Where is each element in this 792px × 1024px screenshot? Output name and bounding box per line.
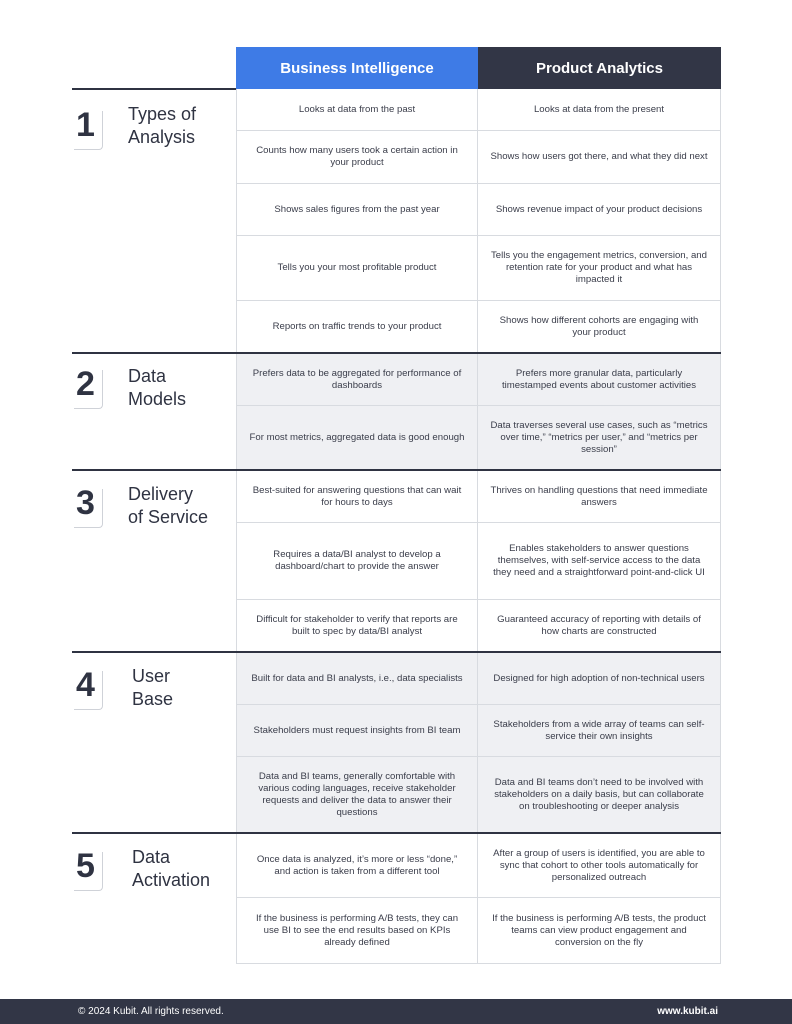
- section-title-line: Activation: [132, 870, 211, 890]
- bi-cell: If the business is performing A/B tests, they can use BI to see the end results based on KPIs already defined: [236, 898, 478, 964]
- section-title: [132, 665, 173, 711]
- pa-cell: Stakeholders from a wide array of teams can self-service their own insights: [478, 705, 721, 757]
- section-title: [132, 846, 210, 892]
- section-delivery-of-service: [72, 469, 721, 652]
- section-title-line: Data: [128, 366, 167, 386]
- section-user-base: [72, 651, 721, 833]
- section-data-activation: [72, 832, 721, 965]
- pa-cell: Shows how different cohorts are engaging with your product: [478, 301, 721, 353]
- table-row: [236, 523, 721, 600]
- section-number: 4: [76, 666, 95, 704]
- pa-cell: Data and BI teams don’t need to be involved with stakeholders on a daily basis, but can collaborate on troubleshooting or deeper analysis: [478, 757, 721, 833]
- table-row: [236, 301, 721, 353]
- table-row: [236, 898, 721, 964]
- bi-cell: Counts how many users took a certain action in your product: [236, 131, 478, 184]
- table-row: [236, 757, 721, 833]
- table-row: [236, 653, 721, 705]
- section-title-line: Analysis: [128, 127, 196, 147]
- pa-cell: Designed for high adoption of non-technical users: [478, 653, 721, 705]
- bi-cell: Once data is analyzed, it’s more or less “done,” and action is taken from a different tool: [236, 834, 478, 898]
- section-title-line: Types of: [128, 104, 197, 124]
- bi-cell: Shows sales figures from the past year: [236, 184, 478, 236]
- section-number: 2: [76, 365, 95, 403]
- section-number: 3: [76, 484, 95, 522]
- section-title: [128, 365, 186, 411]
- pa-cell: Thrives on handling questions that need immediate answers: [478, 471, 721, 523]
- table-row: [236, 471, 721, 523]
- pa-cell: Shows revenue impact of your product decisions: [478, 184, 721, 236]
- table-row: [236, 131, 721, 184]
- pa-cell: After a group of users is identified, you are able to sync that cohort to other tools automatically for personalized outreach: [478, 834, 721, 898]
- section-title-line: User: [132, 666, 171, 686]
- bi-cell: For most metrics, aggregated data is good enough: [236, 406, 478, 470]
- table-row: [236, 354, 721, 406]
- pa-cell: Shows how users got there, and what they did next: [478, 131, 721, 184]
- header-business-intelligence: Business Intelligence: [236, 47, 478, 89]
- table-row: [236, 89, 721, 131]
- section-data-models: [72, 352, 721, 470]
- bi-cell: Stakeholders must request insights from BI team: [236, 705, 478, 757]
- bi-cell: Difficult for stakeholder to verify that reports are built to spec by data/BI analyst: [236, 600, 478, 652]
- bi-cell: Requires a data/BI analyst to develop a dashboard/chart to provide the answer: [236, 523, 478, 600]
- pa-cell: Looks at data from the present: [478, 89, 721, 131]
- section-title-line: Base: [132, 689, 174, 709]
- table-row: [236, 184, 721, 236]
- pa-cell: Enables stakeholders to answer questions themselves, with self-service access to the data they need and a straightforward point-and-click UI: [478, 523, 721, 600]
- copyright: © 2024 Kubit. All rights reserved.: [78, 1006, 224, 1017]
- bi-cell: Looks at data from the past: [236, 89, 478, 131]
- table-row: [236, 834, 721, 898]
- section-number: 5: [76, 847, 95, 885]
- bi-cell: Tells you your most profitable product: [236, 236, 478, 301]
- section-title: [128, 103, 196, 149]
- table-row: [236, 406, 721, 470]
- section-title-line: Data: [132, 847, 171, 867]
- pa-cell: If the business is performing A/B tests, the product teams can view product engagement and conversion on the fly: [478, 898, 721, 964]
- bi-cell: Reports on traffic trends to your product: [236, 301, 478, 353]
- section-types-of-analysis: [72, 89, 721, 353]
- header-product-analytics: Product Analytics: [478, 47, 721, 89]
- pa-cell: Tells you the engagement metrics, conversion, and retention rate for your product and what has impacted it: [478, 236, 721, 301]
- website-link[interactable]: www.kubit.ai: [657, 1006, 718, 1017]
- pa-cell: Guaranteed accuracy of reporting with details of how charts are constructed: [478, 600, 721, 652]
- section-title-line: Delivery: [128, 484, 194, 504]
- pa-cell: Data traverses several use cases, such as “metrics over time,” “metrics per user,” and “metrics per session”: [478, 406, 721, 470]
- bi-cell: Best-suited for answering questions that can wait for hours to days: [236, 471, 478, 523]
- table-row: [236, 705, 721, 757]
- table-row: [236, 236, 721, 301]
- pa-cell: Prefers more granular data, particularly timestamped events about customer activities: [478, 354, 721, 406]
- table-row: [236, 600, 721, 652]
- footer: [0, 999, 792, 1024]
- bi-cell: Data and BI teams, generally comfortable with various coding languages, receive stakeholder requests and deliver the data to answer their questions: [236, 757, 478, 833]
- section-title-line: of Service: [128, 507, 209, 527]
- section-title-line: Models: [128, 389, 187, 409]
- bi-cell: Prefers data to be aggregated for performance of dashboards: [236, 354, 478, 406]
- section-title: [128, 483, 208, 529]
- section-number: 1: [76, 106, 95, 144]
- bi-cell: Built for data and BI analysts, i.e., data specialists: [236, 653, 478, 705]
